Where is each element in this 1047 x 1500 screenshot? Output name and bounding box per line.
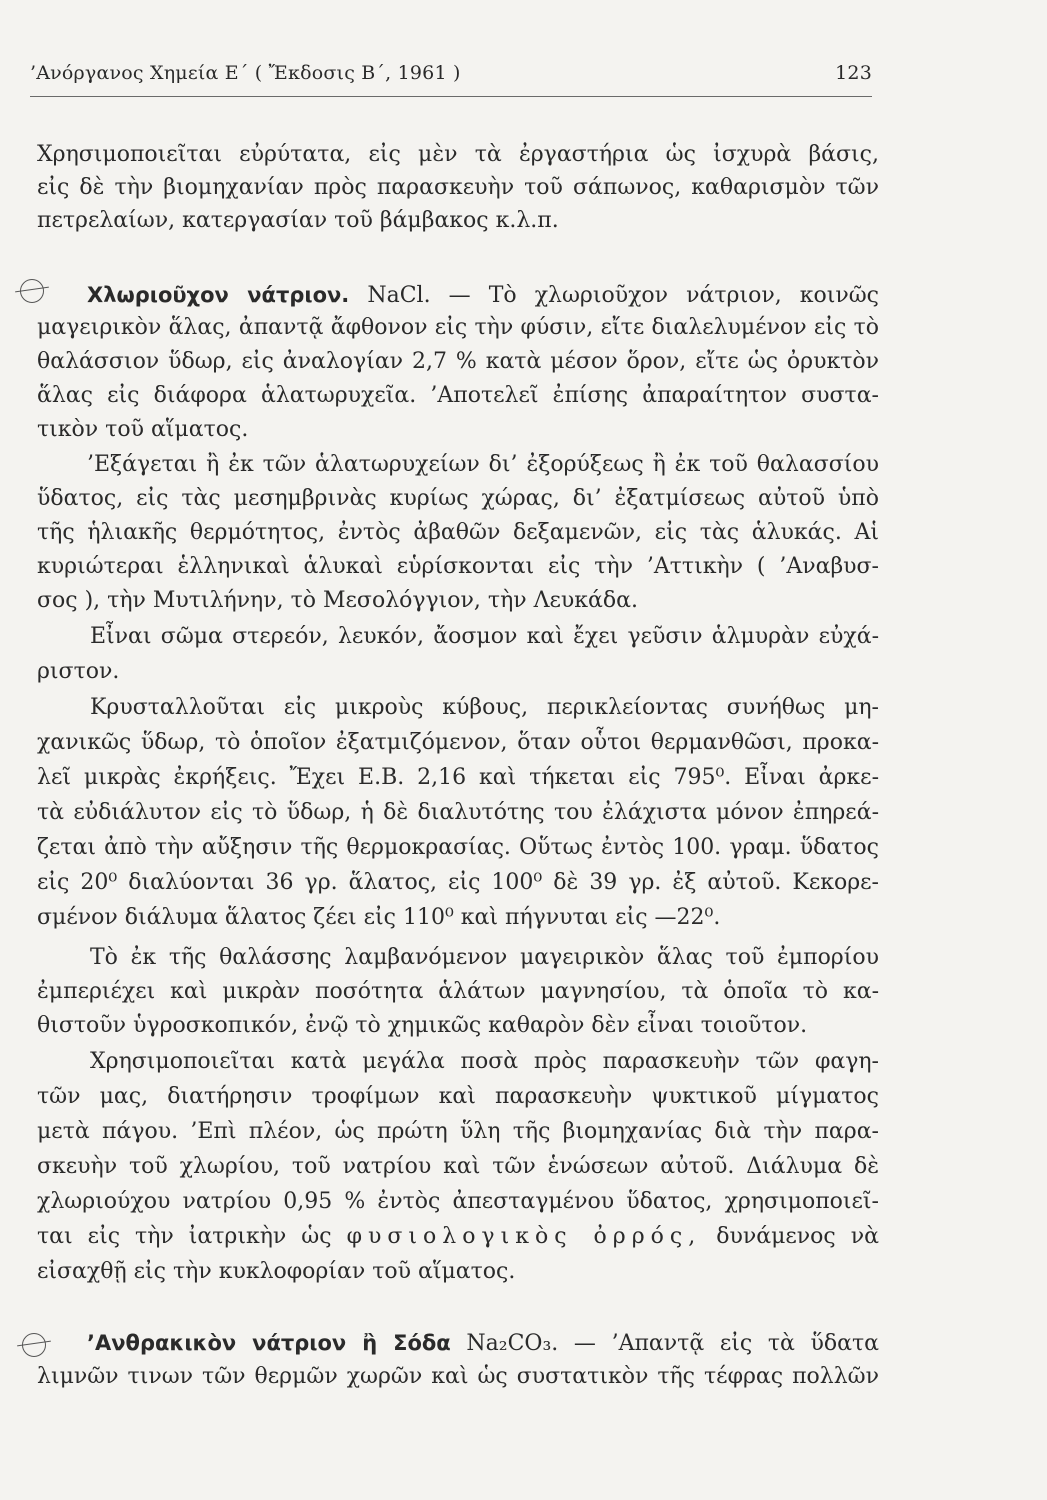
text-line: Χρησιμοποιεῖται κατὰ μεγάλα ποσὰ πρὸς παρασκευὴν τῶν φαγη- [90,1049,879,1074]
text-line: τὰ εὐδιάλυτον εἰς τὸ ὕδωρ, ἡ δὲ διαλυτότης του ἐλάχιστα μόνον ἐπηρεά- [37,800,879,825]
text-line: κυριώτεραι ἑλληνικαὶ ἁλυκαὶ εὑρίσκονται εἰς τὴν ’Αττικὴν ( ’Αναβυσ- [37,554,879,579]
text-line: σμένον διάλυμα ἅλατος ζέει εἰς 110⁰ καὶ πήγνυται εἰς —22⁰. [37,905,721,930]
text-line: ’Ανθρακικὸν νάτριον ἢ Σόδα Na₂CO₃. — ’Απαντᾷ εἰς τὰ ὕδατα [87,1331,880,1356]
header-title: ’Ανόργανος Χημεία Ε΄ ( Ἔκδοσις Β΄, 1961 ) [30,62,461,84]
running-header [30,62,872,84]
text-line: χανικῶς ὕδωρ, τὸ ὁποῖον ἐξατμιζόμενον, ὅταν οὗτοι θερμανθῶσι, προκα- [37,730,879,755]
text-line: ριστον. [37,659,120,684]
text-line: Χλωριοῦχον νάτριον. NaCl. — Τὸ χλωριοῦχον νάτριον, κοινῶς [87,283,880,308]
page-number: 123 [835,62,872,84]
text-line: ται εἰς τὴν ἰατρικὴν ὡς φυσιολογικὸς ὀρρός, δυνάμενος νὰ [37,1224,879,1249]
text-line: σος ), τὴν Μυτιλήνην, τὸ Μεσολόγγιον, τὴν Λευκάδα. [37,588,638,613]
header-rule [30,96,872,97]
section-heading: ’Ανθρακικὸν νάτριον ἢ Σόδα [87,1331,451,1355]
text-line: εἰς δὲ τὴν βιομηχανίαν πρὸς παρασκευὴν τοῦ σάπωνος, καθαρισμὸν τῶν [37,175,879,200]
text-line: Εἶναι σῶμα στερεόν, λευκόν, ἄοσμον καὶ ἔχει γεῦσιν ἁλμυρὰν εὐχά- [90,624,879,649]
pen-mark-icon [22,1333,46,1357]
text-line: ἐμπεριέχει καὶ μικρὰν ποσότητα ἁλάτων μαγνησίου, τὰ ὁποῖα τὸ κα- [37,979,879,1004]
text-line: ὕδατος, εἰς τὰς μεσημβρινὰς κυρίως χώρας, δι’ ἐξατμίσεως αὐτοῦ ὑπὸ [37,486,879,511]
text-line: λεῖ μικρὰς ἐκρήξεις. Ἔχει Ε.Β. 2,16 καὶ τήκεται εἰς 795⁰. Εἶναι ἀρκε- [37,765,879,790]
text-line: θαλάσσιον ὕδωρ, εἰς ἀναλογίαν 2,7 % κατὰ μέσον ὅρον, εἴτε ὡς ὀρυκτὸν [37,349,879,374]
text-line: μετὰ πάγου. ’Επὶ πλέον, ὡς πρώτη ὕλη τῆς βιομηχανίας διὰ τὴν παρα- [37,1119,879,1144]
section-heading: Χλωριοῦχον νάτριον. [87,283,350,307]
text-line: θιστοῦν ὑγροσκοπικόν, ἐνῷ τὸ χημικῶς καθαρὸν δὲν εἶναι τοιοῦτον. [37,1013,808,1038]
text-line: ’Εξάγεται ἢ ἐκ τῶν ἁλατωρυχείων δι’ ἐξορύξεως ἢ ἐκ τοῦ θαλασσίου [87,452,879,477]
pen-mark-icon [20,279,44,303]
text-line: ἅλας εἰς διάφορα ἁλατωρυχεῖα. ’Αποτελεῖ ἐπίσης ἀπαραίτητον συστα- [37,383,879,408]
text-line: χλωριούχου νατρίου 0,95 % ἐντὸς ἀπεσταγμένου ὕδατος, χρησιμοποιεῖ- [37,1189,879,1214]
text-line: ζεται ἀπὸ τὴν αὔξησιν τῆς θερμοκρασίας. Οὕτως ἐντὸς 100. γραμ. ὕδατος [37,835,879,860]
text-line: λιμνῶν τινων τῶν θερμῶν χωρῶν καὶ ὡς συστατικὸν τῆς τέφρας πολλῶν [37,1364,879,1389]
text-line: εἰς 20⁰ διαλύονται 36 γρ. ἅλατος, εἰς 100⁰ δὲ 39 γρ. ἐξ αὐτοῦ. Κεκορε- [37,870,879,895]
text-line: Χρησιμοποιεῖται εὐρύτατα, εἰς μὲν τὰ ἐργαστήρια ὡς ἰσχυρὰ βάσις, [37,142,879,167]
text-line: εἰσαχθῇ εἰς τὴν κυκλοφορίαν τοῦ αἵματος. [37,1259,516,1284]
spaced-term: φυσιολογικὸς ὀρρός, [346,1224,702,1249]
text-line: Κρυσταλλοῦται εἰς μικροὺς κύβους, περικλείοντας συνήθως μη- [90,695,879,720]
text-line: πετρελαίων, κατεργασίαν τοῦ βάμβακος κ.λ.π. [37,208,559,233]
text-line: τικὸν τοῦ αἵματος. [37,417,249,442]
text-line: τῶν μας, διατήρησιν τροφίμων καὶ παρασκευὴν ψυκτικοῦ μίγματος [37,1084,879,1109]
text-line: Τὸ ἐκ τῆς θαλάσσης λαμβανόμενον μαγειρικὸν ἅλας τοῦ ἐμπορίου [90,945,879,970]
text-line: μαγειρικὸν ἅλας, ἀπαντᾷ ἄφθονον εἰς τὴν φύσιν, εἴτε διαλελυμένον εἰς τὸ [37,315,879,340]
text-line: σκευὴν τοῦ χλωρίου, τοῦ νατρίου καὶ τῶν ἑνώσεων αὐτοῦ. Διάλυμα δὲ [37,1154,879,1179]
text-line: τῆς ἡλιακῆς θερμότητος, ἐντὸς ἀβαθῶν δεξαμενῶν, εἰς τὰς ἁλυκάς. Αἱ [37,520,879,545]
